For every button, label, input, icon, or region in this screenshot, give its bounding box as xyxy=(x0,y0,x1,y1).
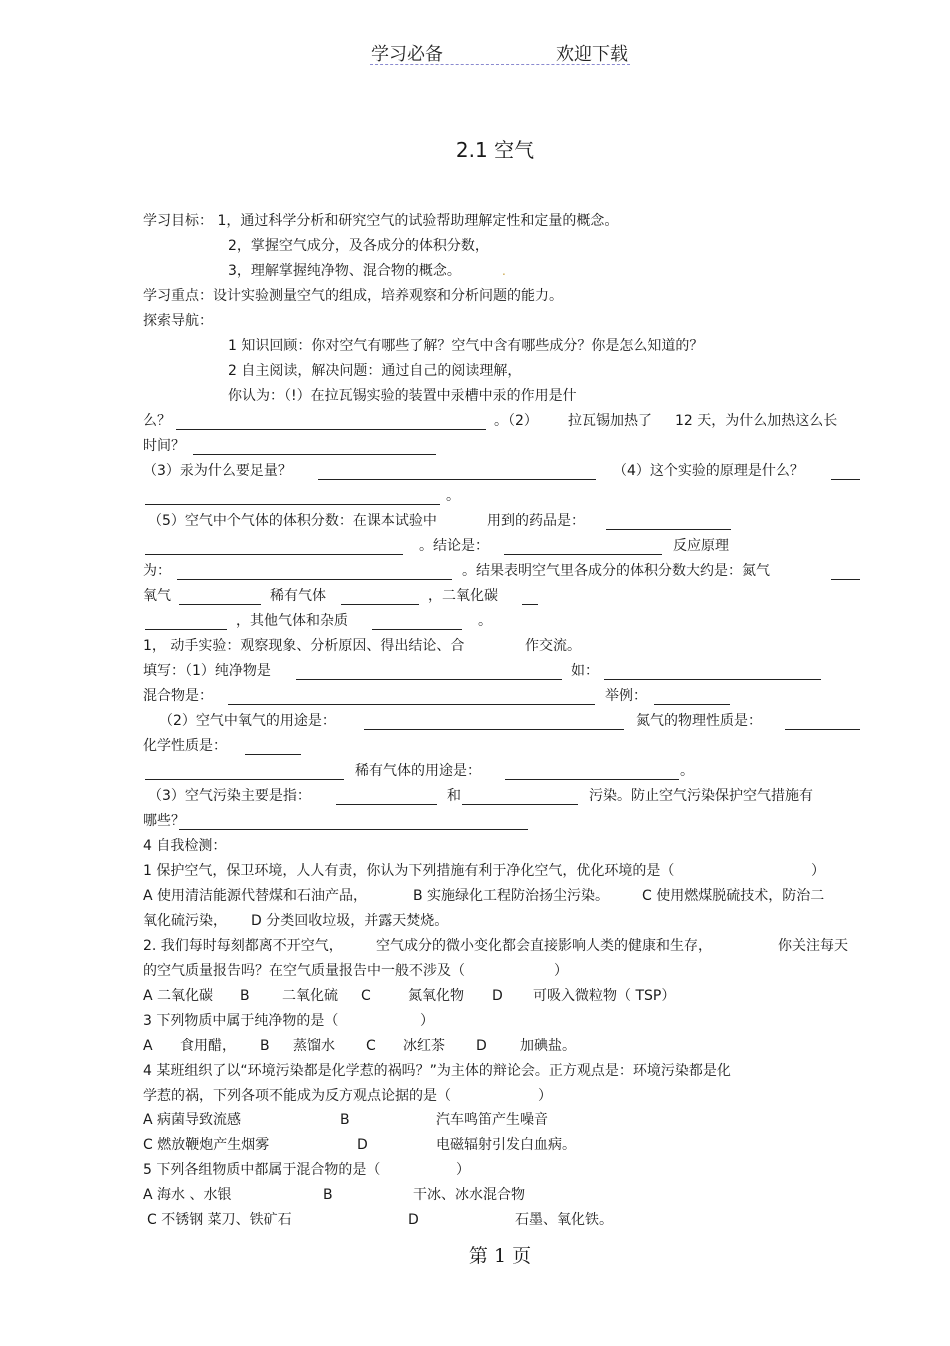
answer-blank[interactable] xyxy=(364,729,624,730)
answer-blank[interactable] xyxy=(296,679,562,680)
answer-blank[interactable] xyxy=(176,429,486,430)
text-line: C xyxy=(366,1038,376,1054)
answer-blank[interactable] xyxy=(145,779,344,780)
text-line: （2）空气中氧气的用途是： xyxy=(159,713,336,729)
header-left: 学习必备 xyxy=(371,44,443,65)
answer-blank[interactable] xyxy=(145,554,403,555)
text-line: C 不锈钢 菜刀、铁矿石 xyxy=(147,1212,292,1228)
text-line: 作交流。 xyxy=(525,638,581,654)
answer-blank[interactable] xyxy=(462,804,578,805)
text-line: 12 天，为什么加热这么长 xyxy=(675,413,838,429)
text-line: B xyxy=(323,1187,333,1203)
text-line: 石墨、氧化铁。 xyxy=(515,1212,613,1228)
text-line: 你关注每天 xyxy=(778,938,848,954)
answer-blank[interactable] xyxy=(145,629,227,630)
answer-blank[interactable] xyxy=(372,629,462,630)
answer-blank[interactable] xyxy=(505,779,679,780)
text-line: ） xyxy=(811,863,825,879)
text-line: B xyxy=(260,1038,270,1054)
text-line: ） xyxy=(420,1013,434,1029)
text-line: 你认为：（!）在拉瓦锡实验的装置中汞槽中汞的作用是什 xyxy=(228,388,577,404)
text-line: ） xyxy=(538,1088,552,1104)
text-line: 。结果表明空气里各成分的体积分数大约是：氮气 xyxy=(462,563,770,579)
text-line: B xyxy=(240,988,250,1004)
text-line: 4 自我检测： xyxy=(143,838,227,854)
text-line: 空气成分的微小变化都会直接影响人类的健康和生存， xyxy=(376,938,712,954)
answer-blank[interactable] xyxy=(179,604,261,605)
text-line: 么？ xyxy=(143,413,171,429)
text-line: A 海水 、水银 xyxy=(143,1187,232,1203)
text-line: 。 xyxy=(478,613,492,629)
text-line: 哪些？ xyxy=(143,813,185,829)
text-line: 食用醋， xyxy=(180,1038,236,1054)
text-line: ，二氧化碳 xyxy=(428,588,498,604)
answer-blank[interactable] xyxy=(341,604,419,605)
answer-blank[interactable] xyxy=(145,504,440,505)
text-line: 举例： xyxy=(605,688,647,704)
answer-blank[interactable] xyxy=(504,554,662,555)
text-line: 拉瓦锡加热了 xyxy=(568,413,652,429)
answer-blank[interactable] xyxy=(179,829,528,830)
page-number: 第 1 页 xyxy=(468,1245,532,1267)
text-line: （5）空气中个气体的体积分数：在课本试验中 xyxy=(148,513,437,529)
text-line: D xyxy=(492,988,503,1004)
text-line: 探索导航： xyxy=(143,313,213,329)
answer-blank[interactable] xyxy=(245,754,301,755)
text-line: 时间？ xyxy=(143,438,185,454)
answer-blank[interactable] xyxy=(522,604,538,605)
text-line: ） xyxy=(456,1162,470,1178)
answer-blank[interactable] xyxy=(654,704,730,705)
text-line: 蒸馏水 xyxy=(293,1038,335,1054)
answer-blank[interactable] xyxy=(193,454,436,455)
text-line: ，其他气体和杂质 xyxy=(236,613,348,629)
answer-blank[interactable] xyxy=(228,704,595,705)
text-line: D xyxy=(476,1038,487,1054)
text-line: 5 下列各组物质中都属于混合物的是（ xyxy=(143,1162,381,1178)
text-line: 可吸入微粒物（ TSP） xyxy=(533,988,676,1004)
text-line: C 使用燃煤脱硫技术，防治二 xyxy=(642,888,825,904)
text-line: 汽车鸣笛产生噪音 xyxy=(436,1112,548,1128)
text-line: 氧气 xyxy=(143,588,171,604)
text-line: 和 xyxy=(447,788,461,804)
text-line: 。结论是： xyxy=(419,538,489,554)
answer-blank[interactable] xyxy=(831,579,860,580)
text-line: 稀有气体的用途是： xyxy=(355,763,481,779)
text-line: 污染。防止空气污染保护空气措施有 xyxy=(589,788,813,804)
text-line: A 二氧化碳 xyxy=(143,988,214,1004)
text-line: 。 xyxy=(446,488,460,504)
text-line: 4 某班组织了以“环境污染都是化学惹的祸吗？”为主体的辩论会。正方观点是：环境污染都是化 xyxy=(143,1063,731,1079)
text-line: A 病菌导致流感 xyxy=(143,1112,242,1128)
text-line: 稀有气体 xyxy=(270,588,326,604)
text-line: D xyxy=(408,1212,419,1228)
text-line: 3 下列物质中属于纯净物的是（ xyxy=(143,1013,339,1029)
answer-blank[interactable] xyxy=(336,804,437,805)
text-line: ） xyxy=(554,963,568,979)
text-line: 填写：（1）纯净物是 xyxy=(143,663,271,679)
text-line: 。（2） xyxy=(494,413,538,429)
text-line: 为： xyxy=(143,563,171,579)
text-line: 。 xyxy=(680,763,694,779)
answer-blank[interactable] xyxy=(606,529,731,530)
text-line: 如： xyxy=(571,663,599,679)
text-line: 1 知识回顾：你对空气有哪些了解？空气中含有哪些成分？你是怎么知道的？ xyxy=(228,338,704,354)
text-line: （3）空气污染主要是指： xyxy=(148,788,311,804)
text-line: 电磁辐射引发白血病。 xyxy=(436,1137,576,1153)
text-line: （3）汞为什么要足量？ xyxy=(143,463,292,479)
text-line: 反应原理 xyxy=(673,538,729,554)
text-line: 2，掌握空气成分，及各成分的体积分数， xyxy=(228,238,489,254)
text-line: （4）这个实验的原理是什么？ xyxy=(613,463,804,479)
text-line: 3，理解掌握纯净物、混合物的概念。 xyxy=(228,263,461,279)
text-line: C xyxy=(361,988,371,1004)
header-divider xyxy=(370,64,630,65)
answer-blank[interactable] xyxy=(785,729,860,730)
text-line: 的空气质量报告吗？在空气质量报告中一般不涉及（ xyxy=(143,963,465,979)
text-line: 用到的药品是： xyxy=(487,513,585,529)
text-line: C 燃放鞭炮产生烟雾 xyxy=(143,1137,270,1153)
text-line: D 分类回收垃圾，并露天焚烧。 xyxy=(251,913,449,929)
text-line: 冰红茶 xyxy=(403,1038,445,1054)
text-line: B 实施绿化工程防治扬尘污染。 xyxy=(413,888,610,904)
text-line: 加碘盐。 xyxy=(520,1038,576,1054)
text-line: 学习重点：设计实验测量空气的组成，培养观察和分析问题的能力。 xyxy=(143,288,563,304)
text-line: 1 保护空气，保卫环境，人人有责，你认为下列措施有利于净化空气，优化环境的是（ xyxy=(143,863,675,879)
text-line: 1， 动手实验：观察现象、分析原因、得出结论、合 xyxy=(143,638,465,654)
text-line: 2 自主阅读，解决问题：通过自己的阅读理解， xyxy=(228,363,522,379)
text-line: 干冰、冰水混合物 xyxy=(413,1187,525,1203)
decorative-dot: . xyxy=(502,264,506,278)
text-line: 混合物是： xyxy=(143,688,213,704)
text-line: 学惹的祸，下列各项不能成为反方观点论据的是（ xyxy=(143,1088,451,1104)
text-line: 学习目标： 1，通过科学分析和研究空气的试验帮助理解定性和定量的概念。 xyxy=(143,213,619,229)
text-line: D xyxy=(357,1137,368,1153)
answer-blank[interactable] xyxy=(177,579,452,580)
answer-blank[interactable] xyxy=(831,479,860,480)
page-title: 2.1 空气 xyxy=(455,138,535,162)
answer-blank[interactable] xyxy=(318,479,596,480)
answer-blank[interactable] xyxy=(604,679,821,680)
text-line: A 使用清洁能源代替煤和石油产品， xyxy=(143,888,368,904)
text-line: 氧化硫污染， xyxy=(143,913,227,929)
text-line: A xyxy=(143,1038,153,1054)
text-line: 2. 我们每时每刻都离不开空气， xyxy=(143,938,343,954)
text-line: 氮气的物理性质是： xyxy=(636,713,762,729)
header-right: 欢迎下载 xyxy=(556,44,628,65)
text-line: 化学性质是： xyxy=(143,738,227,754)
text-line: B xyxy=(340,1112,350,1128)
text-line: 二氧化硫 xyxy=(282,988,338,1004)
text-line: 氮氧化物 xyxy=(408,988,464,1004)
